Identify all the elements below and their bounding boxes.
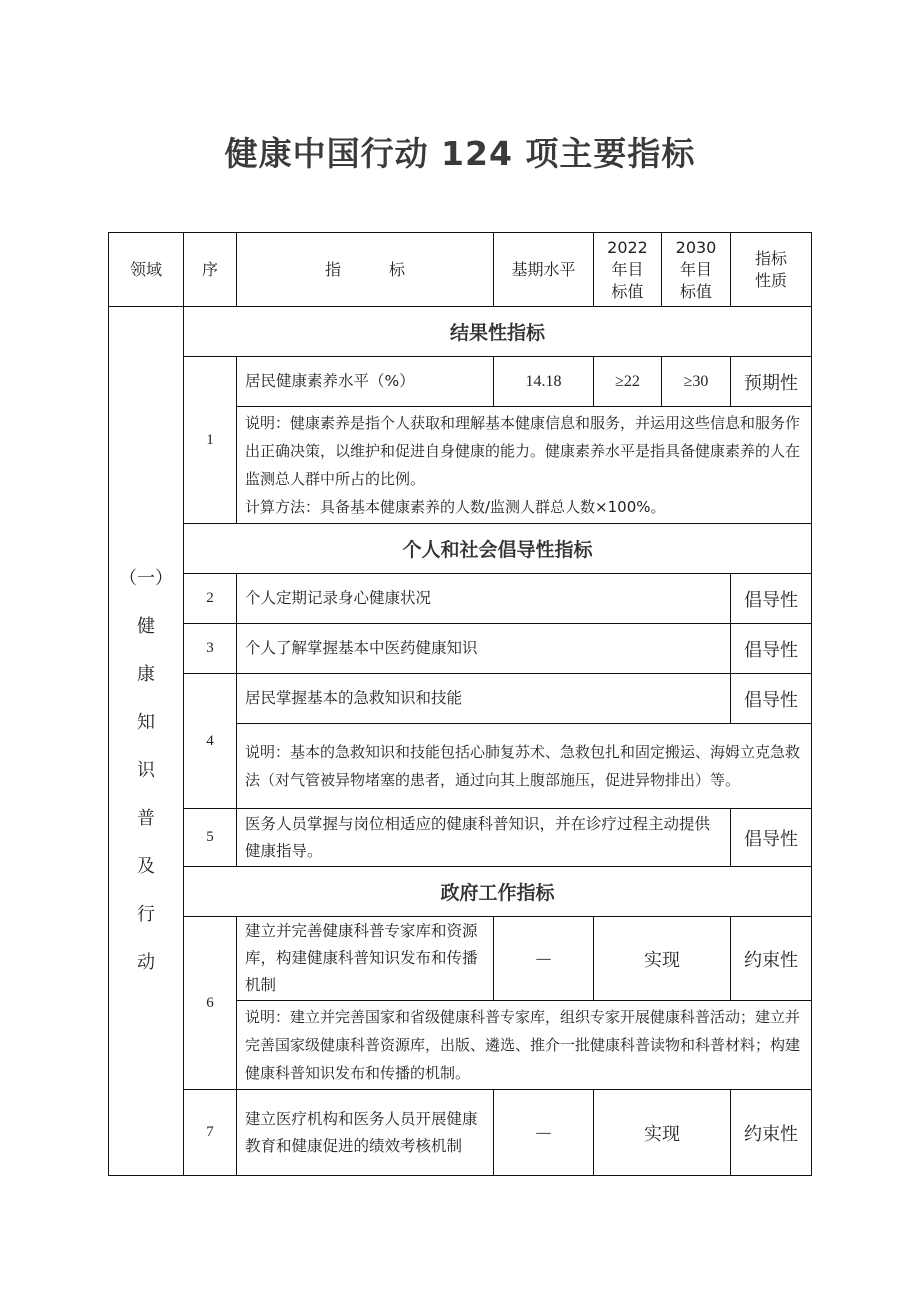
page-title: 健康中国行动 124 项主要指标 [224, 134, 696, 173]
table-row [109, 917, 812, 1001]
nature-cell: 约束性 [731, 1090, 812, 1176]
target-2030-cell: ≥30 [662, 357, 731, 407]
note-cell: 说明：基本的急救知识和技能包括心肺复苏术、急救包扎和固定搬运、海姆立克急救法（对气管被异物堵塞的患者，通过向其上腹部施压，促进异物排出）等。 [237, 724, 812, 809]
header-indicator: 指 标 [237, 233, 494, 307]
baseline-cell: — [494, 917, 594, 1001]
baseline-cell: 14.18 [494, 357, 594, 407]
indicator-cell: 建立医疗机构和医务人员开展健康教育和健康促进的绩效考核机制 [237, 1090, 494, 1176]
seq-cell: 6 [184, 917, 237, 1090]
domain-prefix: （一） [119, 568, 173, 589]
header-seq: 序 [184, 233, 237, 307]
indicator-cell: 个人定期记录身心健康状况 [237, 574, 731, 624]
section-title-government: 政府工作指标 [184, 867, 812, 917]
nature-cell: 约束性 [731, 917, 812, 1001]
seq-cell: 7 [184, 1090, 237, 1176]
indicator-cell: 医务人员掌握与岗位相适应的健康科普知识，并在诊疗过程主动提供健康指导。 [237, 809, 731, 867]
indicator-cell: 居民掌握基本的急救知识和技能 [237, 674, 731, 724]
seq-cell: 5 [184, 809, 237, 867]
indicator-cell: 建立并完善健康科普专家库和资源库，构建健康科普知识发布和传播机制 [237, 917, 494, 1001]
indicator-cell: 居民健康素养水平（%） [237, 357, 494, 407]
nature-cell: 预期性 [731, 357, 812, 407]
table-row [109, 674, 812, 724]
seq-cell: 2 [184, 574, 237, 624]
table-row [109, 1090, 812, 1176]
note-cell [237, 407, 812, 524]
section-row-government [109, 867, 812, 917]
table-row [109, 574, 812, 624]
target-2022-cell: ≥22 [594, 357, 662, 407]
target-cell: 实现 [594, 917, 731, 1001]
header-nature: 指标 性质 [731, 233, 812, 307]
note-text: 说明：健康素养是指个人获取和理解基本健康信息和服务，并运用这些信息和服务作出正确决策，以维护和促进自身健康的能力。健康素养水平是指具备健康素养的人在监测总人群中所占的比例。 [245, 414, 801, 488]
nature-cell: 倡导性 [731, 809, 812, 867]
section-row-advocacy [109, 524, 812, 574]
indicator-cell: 个人了解掌握基本中医药健康知识 [237, 624, 731, 674]
section-title-advocacy: 个人和社会倡导性指标 [184, 524, 812, 574]
section-title-outcome: 结果性指标 [184, 307, 812, 357]
domain-cell: （一） 健 康 知 识 普 及 行 动 [109, 307, 184, 1176]
note-cell: 说明：建立并完善国家和省级健康科普专家库，组织专家开展健康科普活动；建立并完善国家级健康科普资源库，出版、遴选、推介一批健康科普读物和科普材料；构建健康科普知识发布和传播的机制。 [237, 1001, 812, 1090]
seq-cell: 1 [184, 357, 237, 524]
indicator-table [108, 232, 812, 1176]
seq-cell: 3 [184, 624, 237, 674]
method-text: 计算方法：具备基本健康素养的人数/监测人群总人数×100%。 [245, 498, 666, 516]
nature-cell: 倡导性 [731, 674, 812, 724]
header-target-2022: 2022 年目 标值 [594, 233, 662, 307]
table-row [109, 809, 812, 867]
section-row-outcome [109, 307, 812, 357]
header-domain: 领域 [109, 233, 184, 307]
baseline-cell: — [494, 1090, 594, 1176]
header-target-2030: 2030 年目 标值 [662, 233, 731, 307]
header-row [109, 233, 812, 307]
nature-cell: 倡导性 [731, 624, 812, 674]
nature-cell: 倡导性 [731, 574, 812, 624]
table-row [109, 624, 812, 674]
table-row [109, 357, 812, 407]
target-cell: 实现 [594, 1090, 731, 1176]
seq-cell: 4 [184, 674, 237, 809]
header-baseline: 基期水平 [494, 233, 594, 307]
